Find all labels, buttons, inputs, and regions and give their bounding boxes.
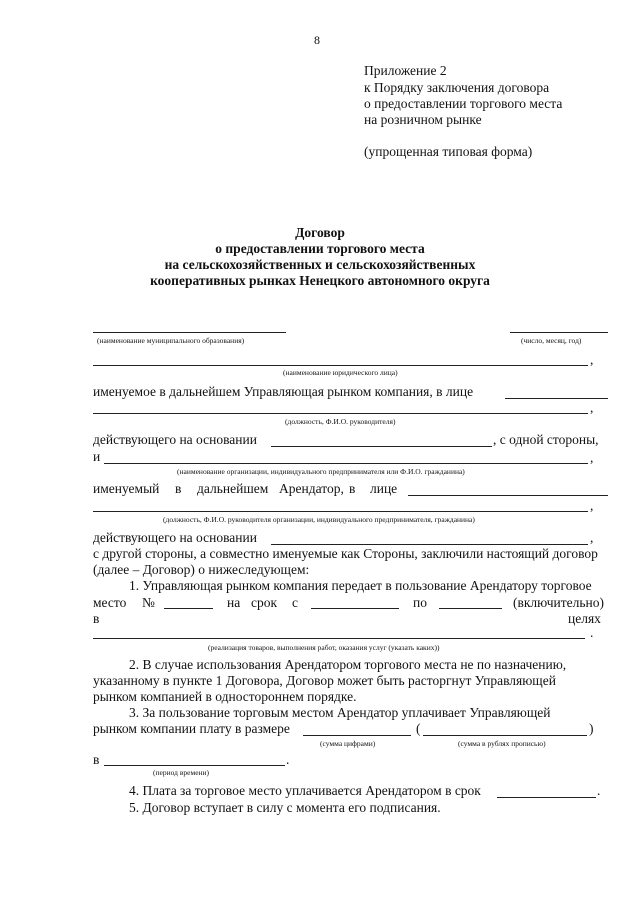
clause-1-word: целях [568, 611, 601, 626]
payment-term-field[interactable] [497, 797, 596, 798]
tenant-basis-field[interactable] [271, 544, 588, 545]
acting-basis-text: действующего на основании [93, 432, 257, 447]
clause-1-text: 1. Управляющая рынком компания передает в пользование Арендатору торговое [129, 578, 592, 593]
appendix-line: к Порядку заключения договора [364, 80, 550, 95]
named-company-text: именуемое в дальнейшем Управляющая рынком компания, в лице [93, 384, 474, 399]
named-tenant-word: дальнейшем [197, 481, 269, 496]
tenant-position-field[interactable] [93, 511, 588, 512]
organization-field[interactable] [104, 463, 588, 464]
other-side-text: с другой стороны, а совместно именуемые как Стороны, заключили настоящий договор [93, 546, 598, 561]
document-subtitle: кооперативных рынках Ненецкого автономного округа [150, 273, 490, 288]
municipality-caption: (наименование муниципального образования) [97, 336, 245, 345]
date-caption: (число, месяц, год) [521, 336, 582, 345]
clause-2-text: указанному в пункте 1 Договора, Договор может быть расторгнут Управляющей [93, 673, 556, 688]
term-to-field[interactable] [439, 608, 502, 609]
one-side-text: , с одной стороны, [493, 432, 599, 447]
period-caption: (период времени) [153, 768, 210, 777]
sum-digits-field[interactable] [303, 735, 411, 736]
clause-4-text: 4. Плата за торговое место уплачивается Арендатором в срок [129, 783, 481, 798]
clause-3-text: 3. За пользование торговым местом Арендатор уплачивает Управляющей [129, 705, 551, 720]
tenant-representative-field[interactable] [408, 495, 608, 496]
clause-1-word: на [227, 595, 241, 610]
company-representative-field[interactable] [505, 398, 608, 399]
clause-5-text: 5. Договор вступает в силу с момента его подписания. [129, 800, 441, 815]
clause-3-text: рынком компании плату в размере [93, 721, 290, 736]
legal-entity-field[interactable] [93, 365, 588, 366]
acting-basis-text: действующего на основании [93, 530, 257, 545]
period-field[interactable] [104, 765, 285, 766]
document-title: Договор [295, 225, 345, 240]
municipality-field[interactable] [93, 332, 286, 333]
and-text: и [93, 449, 101, 464]
clause-1-word: с [292, 595, 298, 610]
clause-1-word: по [413, 595, 427, 610]
date-field[interactable] [510, 332, 608, 333]
clause-1-word: (включительно) [513, 595, 605, 610]
purpose-field[interactable] [93, 638, 585, 639]
sum-digits-caption: (сумма цифрами) [320, 739, 376, 748]
document-subtitle: о предоставлении торгового места [215, 241, 425, 256]
clause-1-word: № [142, 595, 155, 610]
basis-field[interactable] [271, 446, 492, 447]
clause-1-word: в [93, 611, 100, 626]
legal-entity-caption: (наименование юридического лица) [283, 368, 398, 377]
term-from-field[interactable] [311, 608, 399, 609]
sum-words-caption: (сумма в рублях прописью) [458, 739, 546, 748]
clause-2-text: рынком компанией в одностороннем порядке. [93, 689, 357, 704]
purpose-caption: (реализация товаров, выполнения работ, оказания услуг (указать каких)) [208, 643, 440, 652]
appendix-line: о предоставлении торгового места [364, 96, 563, 111]
named-tenant-word: лице [370, 481, 398, 496]
head-position-field[interactable] [93, 413, 588, 414]
named-tenant-word: в [175, 481, 182, 496]
sum-words-field[interactable] [423, 735, 587, 736]
appendix-line: на розничном рынке [364, 112, 482, 127]
clause-3-in: в [93, 752, 100, 767]
appendix-title: Приложение 2 [364, 63, 447, 78]
head-position-caption: (должность, Ф.И.О. руководителя) [285, 417, 396, 426]
form-note: (упрощенная типовая форма) [364, 144, 533, 159]
named-tenant-word: именуемый [93, 481, 160, 496]
hereinafter-text: (далее – Договор) о нижеследующем: [93, 562, 310, 577]
page-number: 8 [314, 33, 320, 47]
named-tenant-word: Арендатор, [279, 481, 344, 496]
clause-2-text: 2. В случае использования Арендатором торгового места не по назначению, [129, 657, 567, 672]
named-tenant-word: в [349, 481, 356, 496]
organization-caption: (наименование организации, индивидуального предпринимателя или Ф.И.О. гражданина) [177, 467, 465, 476]
clause-1-word: срок [251, 595, 278, 610]
clause-1-word: место [93, 595, 127, 610]
document-subtitle: на сельскохозяйственных и сельскохозяйственных [164, 257, 476, 272]
place-number-field[interactable] [164, 608, 213, 609]
tenant-position-caption: (должность, Ф.И.О. руководителя организации, индивидуального предпринимателя, гражданина) [163, 515, 475, 524]
